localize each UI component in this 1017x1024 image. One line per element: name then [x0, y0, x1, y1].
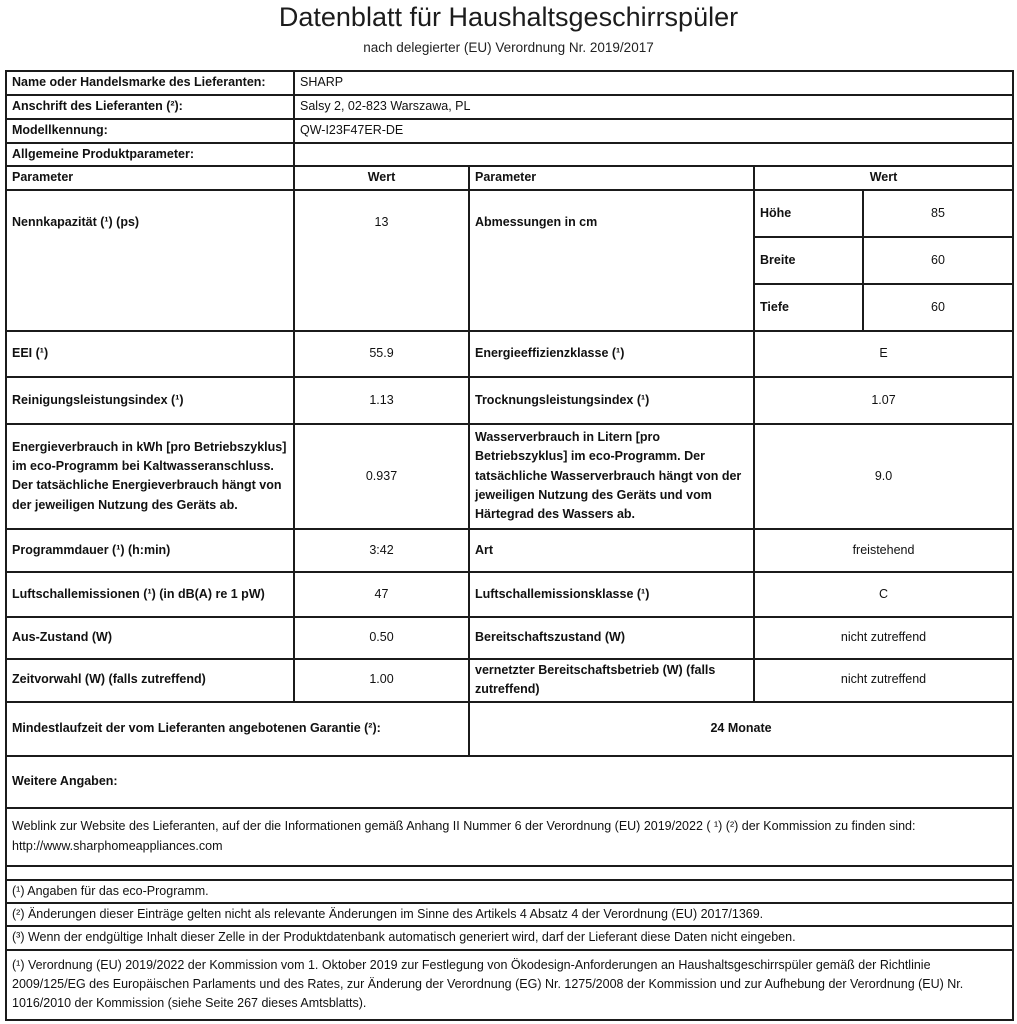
networked-standby-label: vernetzter Bereitschaftsbetrieb (W) (falls zutreffend): [469, 659, 754, 702]
cleaning-index-label: Reinigungsleistungsindex (¹): [6, 377, 294, 424]
supplier-name-label: Name oder Handelsmarke des Lieferanten:: [6, 71, 294, 95]
table-row-spacer: [6, 866, 1013, 880]
standby-label: Bereitschaftszustand (W): [469, 617, 754, 659]
table-row-weblink: [6, 808, 1013, 866]
capacity-value: 13: [294, 190, 469, 331]
model-id-value: QW-I23F47ER-DE: [294, 119, 1013, 143]
cleaning-index-value: 1.13: [294, 377, 469, 424]
capacity-label: Nennkapazität (¹) (ps): [6, 190, 294, 331]
off-mode-label: Aus-Zustand (W): [6, 617, 294, 659]
supplier-address-label: Anschrift des Lieferanten (²):: [6, 95, 294, 119]
delay-start-label: Zeitvorwahl (W) (falls zutreffend): [6, 659, 294, 702]
water-consumption-value: 9.0: [754, 424, 1013, 529]
page-title: Datenblatt für Haushaltsgeschirrspüler: [278, 2, 739, 32]
table-row-footnote: [6, 903, 1013, 926]
dimension-depth-value: 60: [863, 284, 1013, 331]
dimensions-label: Abmessungen in cm: [469, 190, 754, 331]
table-row-footnote: [6, 950, 1013, 1020]
table-row-guarantee: [6, 702, 1013, 756]
table-row-program-duration: [6, 529, 1013, 572]
weblink-text: Weblink zur Website des Lieferanten, auf der die Informationen gemäß Anhang II Nummer 6 der Verordnung (EU) 2019/2022 ( ¹) (²) der Kommission zu finden sind: http://www.sharphomeappliances.com: [6, 808, 1013, 866]
table-row-off-mode: [6, 617, 1013, 659]
noise-emission-label: Luftschallemissionen (¹) (in dB(A) re 1 pW): [6, 572, 294, 617]
noise-class-label: Luftschallemissionsklasse (¹): [469, 572, 754, 617]
table-row-energy-consumption: [6, 424, 1013, 529]
spacer-cell: [6, 866, 1013, 880]
guarantee-value: 24 Monate: [469, 702, 1013, 756]
footnote-2: (²) Änderungen dieser Einträge gelten nicht als relevante Änderungen im Sinne des Artikels 4 Absatz 4 der Verordnung (EU) 2017/1369.: [6, 903, 1013, 926]
col-header-wert-left: Wert: [294, 166, 469, 189]
more-info-label: Weitere Angaben:: [6, 756, 1013, 808]
table-row-footnote: [6, 880, 1013, 903]
water-consumption-label: Wasserverbrauch in Litern [pro Betriebszyklus] im eco-Programm. Der tatsächliche Wasserverbrauch hängt von der jeweiligen Nutzung des Geräts und vom Härtegrad des Wassers ab.: [469, 424, 754, 529]
off-mode-value: 0.50: [294, 617, 469, 659]
drying-index-value: 1.07: [754, 377, 1013, 424]
eei-label: EEI (¹): [6, 331, 294, 377]
dimension-width-value: 60: [863, 237, 1013, 284]
energy-consumption-value: 0.937: [294, 424, 469, 529]
energy-consumption-label: Energieverbrauch in kWh [pro Betriebszyklus] im eco-Programm bei Kaltwasseranschluss. Der tatsächliche Energieverbrauch hängt von der jeweiligen Nutzung des Geräts ab.: [6, 424, 294, 529]
supplier-address-value: Salsy 2, 02-823 Warszawa, PL: [294, 95, 1013, 119]
supplier-name-value: SHARP: [294, 71, 1013, 95]
program-duration-value: 3:42: [294, 529, 469, 572]
table-row: [6, 95, 1013, 119]
delay-start-value: 1.00: [294, 659, 469, 702]
table-row-more-info: [6, 756, 1013, 808]
general-params-header: Allgemeine Produktparameter:: [6, 143, 294, 166]
table-row: [6, 71, 1013, 95]
type-label: Art: [469, 529, 754, 572]
col-header-wert-right: Wert: [754, 166, 1013, 189]
footnote-1: (¹) Angaben für das eco-Programm.: [6, 880, 1013, 903]
table-row-cleaning-index: [6, 377, 1013, 424]
noise-class-value: C: [754, 572, 1013, 617]
dimension-depth-label: Tiefe: [754, 284, 863, 331]
table-row-eei: [6, 331, 1013, 377]
model-id-label: Modellkennung:: [6, 119, 294, 143]
general-params-empty-cell: [294, 143, 1013, 166]
dimension-height-label: Höhe: [754, 190, 863, 237]
table-row: [6, 143, 1013, 166]
noise-emission-value: 47: [294, 572, 469, 617]
footnote-4: (¹) Verordnung (EU) 2019/2022 der Kommission vom 1. Oktober 2019 zur Festlegung von Ökodesign-Anforderungen an Haushaltsgeschirrspüler gemäß der Richtlinie 2009/125/EG des Europäischen Parlaments und des Rates, zur Änderung der Verordnung (EG) Nr. 1275/2008 der Kommission und zur Aufhebung der Verordnung (EU) Nr. 1016/2010 der Kommission (siehe Seite 267 dieses Amtsblatts).: [6, 950, 1013, 1020]
program-duration-label: Programmdauer (¹) (h:min): [6, 529, 294, 572]
footnote-3: (³) Wenn der endgültige Inhalt dieser Zelle in der Produktdatenbank automatisch generiert wird, darf der Lieferant diese Daten nicht eingeben.: [6, 926, 1013, 949]
dimension-height-value: 85: [863, 190, 1013, 237]
energy-class-value: E: [754, 331, 1013, 377]
networked-standby-value: nicht zutreffend: [754, 659, 1013, 702]
standby-value: nicht zutreffend: [754, 617, 1013, 659]
dimension-width-label: Breite: [754, 237, 863, 284]
col-header-parameter-left: Parameter: [6, 166, 294, 189]
table-header-row: [6, 166, 1013, 189]
energy-class-label: Energieeffizienzklasse (¹): [469, 331, 754, 377]
eei-value: 55.9: [294, 331, 469, 377]
guarantee-label: Mindestlaufzeit der vom Lieferanten angebotenen Garantie (²):: [6, 702, 469, 756]
table-row-footnote: [6, 926, 1013, 949]
datasheet-table: [5, 70, 1014, 1021]
col-header-parameter-right: Parameter: [469, 166, 754, 189]
table-row-noise: [6, 572, 1013, 617]
page-subtitle: nach delegierter (EU) Verordnung Nr. 2019/2017: [363, 40, 654, 55]
table-row: [6, 119, 1013, 143]
table-row-delay-start: [6, 659, 1013, 702]
table-row-capacity: [6, 190, 1013, 237]
type-value: freistehend: [754, 529, 1013, 572]
drying-index-label: Trocknungsleistungsindex (¹): [469, 377, 754, 424]
